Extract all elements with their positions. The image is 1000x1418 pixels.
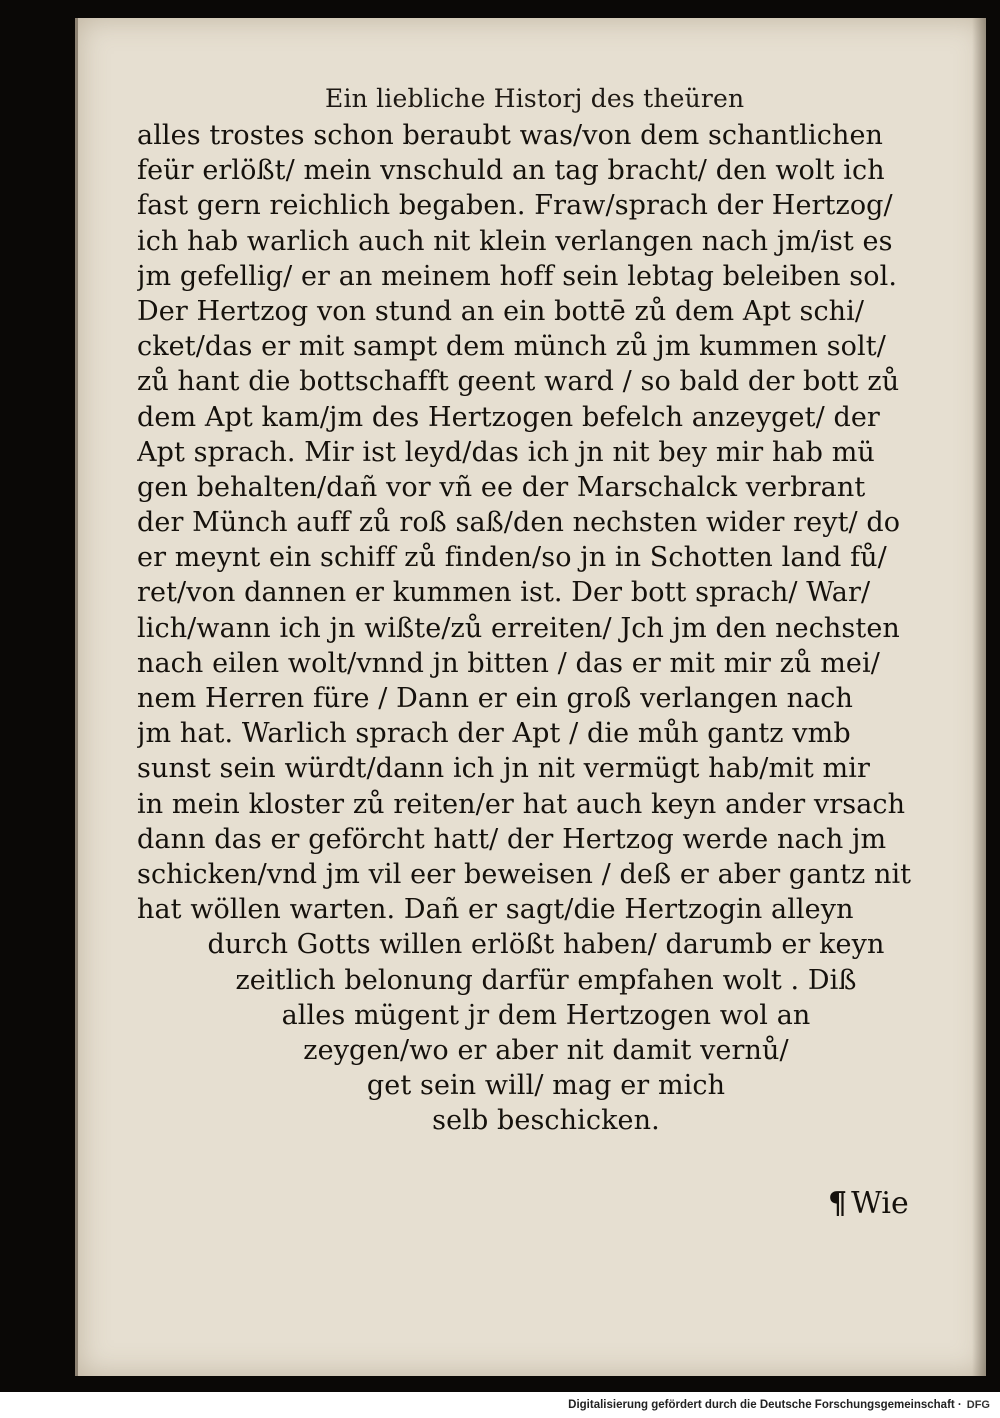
dfg-logo: DFG [966,1399,990,1411]
text-line: fast gern reichlich begaben. Fraw/sprach der Hertzog/ [137,190,893,222]
text-line: ret/von dannen er kummen ist. Der bott sprach/ War/ [137,577,871,609]
text-line: sunst sein würdt/dann ich jn nit vermügt hab/mit mir [137,753,870,785]
text-line: selb beschicken. [432,1105,660,1137]
body-text [137,118,955,1138]
text-line: alles mügent jr dem Hertzogen wol an [281,999,811,1031]
running-head: Ein liebliche Historj des theüren [325,84,745,113]
text-line: zů hant die bottschafft geent ward / so bald der bott zů [137,366,900,398]
text-line: durch Gotts willen erlößt haben/ darumb er keyn [207,929,885,961]
text-line: dann das er geförcht hatt/ der Hertzog werde nach jm [137,823,887,855]
text-line: zeitlich belonung darfür empfahen wolt . Diß [235,964,857,996]
text-line: Apt sprach. Mir ist leyd/das ich jn nit bey mir hab mü [137,436,875,468]
catchword [828,1186,948,1221]
text-line: ich hab warlich auch nit klein verlangen nach jm/ist es [137,225,893,257]
text-line: in mein kloster zů reiten/er hat auch keyn ander vrsach [137,788,906,820]
text-line: nem Herren füre / Dann er ein groß verlangen nach [137,683,853,714]
text-line: dem Apt kam/jm des Hertzogen befelch anzeyget/ der [137,401,880,433]
text-line: jm hat. Warlich sprach der Apt / die můh gantz vmb [137,718,851,750]
footer-text: Digitalisierung gefördert durch die Deutsche Forschungsgemeinschaft · [568,1399,962,1411]
text-line: jm gefellig/ er an meinem hoff sein lebtag beleiben sol. [137,260,898,292]
text-line: der Münch auff zů roß saß/den nechsten wider reyt/ do [137,507,901,539]
text-line: zeygen/wo er aber nit damit vernů/ [303,1034,789,1066]
text-line: er meynt ein schiff zů finden/so jn in Schotten land fů/ [137,542,887,574]
text-line: get sein will/ mag er mich [366,1070,726,1102]
text-line: alles trostes schon beraubt was/von dem schantlichen [137,120,884,151]
text-line: hat wöllen warten. Dañ er sagt/die Hertzogin alleyn [137,894,854,926]
pilcrow-icon: ¶ [828,1186,848,1221]
text-line: gen behalten/dañ vor vñ ee der Marschalck verbrant [137,471,866,503]
text-line: schicken/vnd jm vil eer beweisen / deß er aber gantz nit [137,858,912,890]
text-line: Der Hertzog von stund an ein bottē zů dem Apt schi/ [137,295,865,327]
catchword-text: Wie [851,1186,909,1221]
text-line: nach eilen wolt/vnnd jn bitten / das er mit mir zů mei/ [137,647,880,679]
text-line: cket/das er mit sampt dem münch zů jm kummen solt/ [137,331,886,363]
text-line: feür erlößt/ mein vnschuld an tag bracht/ den wolt ich [137,155,885,187]
footer-bar [0,1392,1000,1418]
text-line: lich/wann ich jn wißte/zů erreiten/ Jch jm den nechsten [137,612,900,644]
